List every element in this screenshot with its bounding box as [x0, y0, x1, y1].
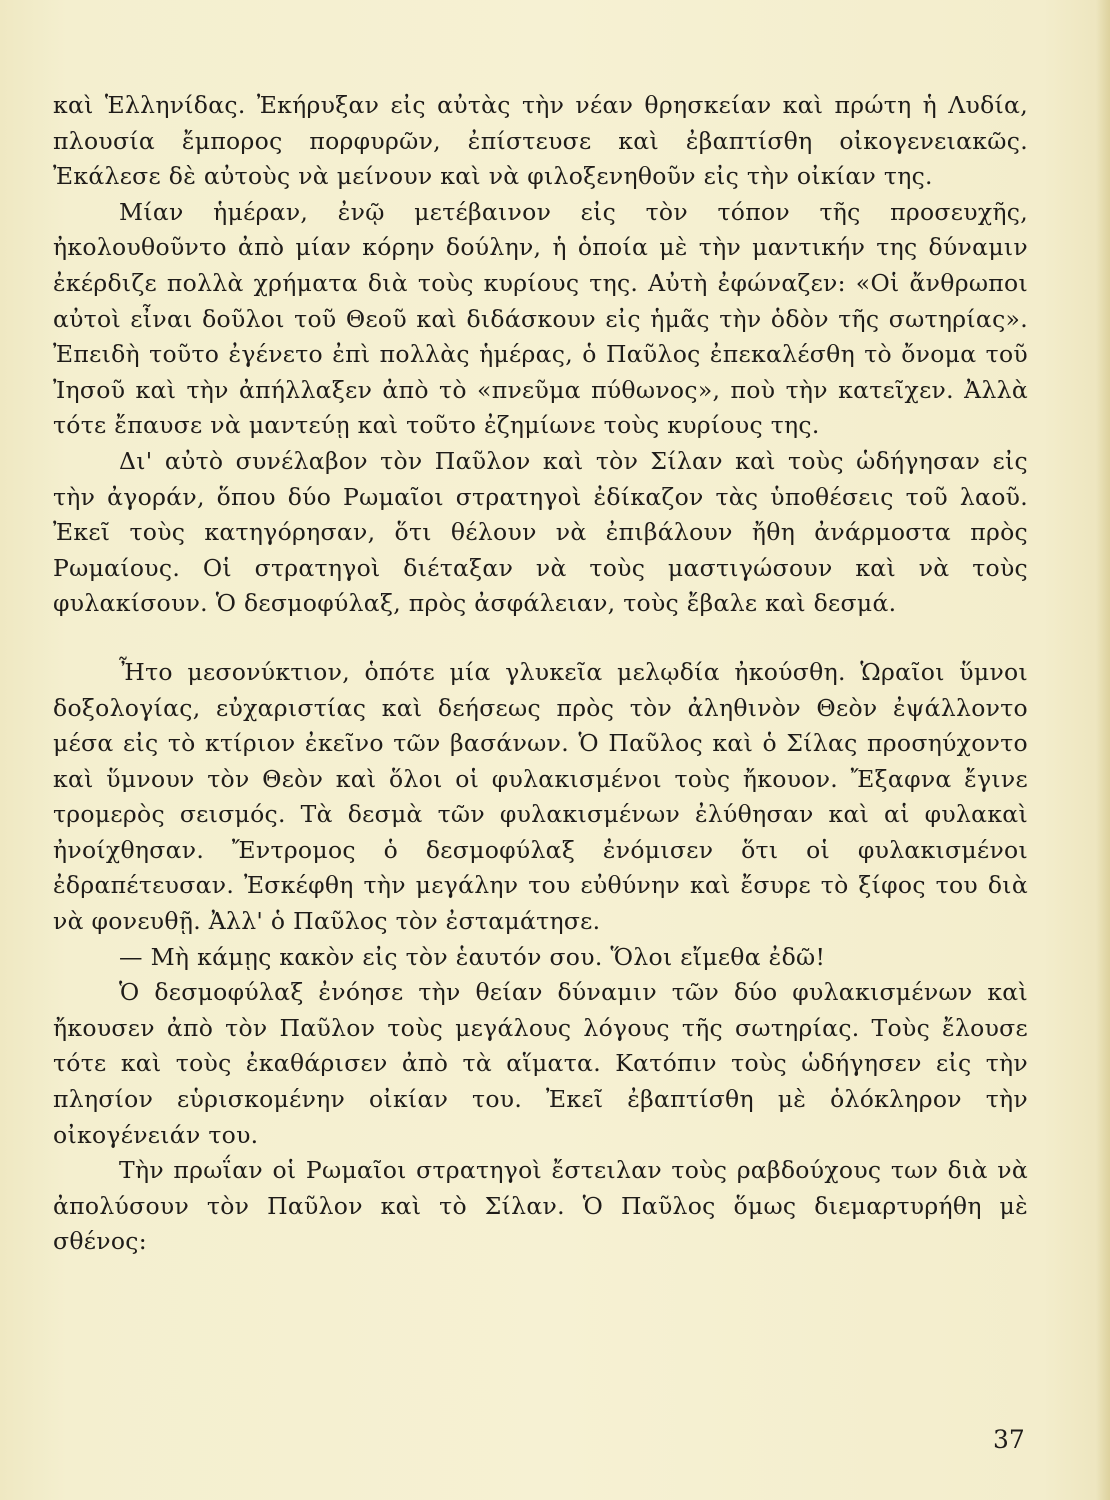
page-edge-shadow: [1096, 0, 1110, 1500]
paragraph-5: Ὁ δεσμοφύλαξ ἐνόησε τὴν θείαν δύναμιν τῶν δύο φυλακισμένων καὶ ἤκουσεν ἀπὸ τὸν Παῦλον τοὺς μεγάλους λόγους τῆς σωτηρίας. Τοὺς ἔλουσε τότε καὶ τοὺς ἐκαθάρισεν ἀπὸ τὰ αἵματα. Κατόπιν τοὺς ὡδήγησεν εἰς τὴν πλησίον εὑρισκομένην οἰκίαν του. Ἐκεῖ ἐβαπτίσθη μὲ ὁλόκληρον τὴν οἰκογένειάν του.: [53, 978, 1028, 1149]
paragraph-3: Δι' αὐτὸ συνέλαβον τὸν Παῦλον καὶ τὸν Σίλαν καὶ τοὺς ὡδήγησαν εἰς τὴν ἀγοράν, ὅπου δύο Ρωμαῖοι στρατηγοὶ ἐδίκαζον τὰς ὑποθέσεις τοῦ λαοῦ. Ἐκεῖ τοὺς κατηγόρησαν, ὅτι θέλουν νὰ ἐπιβάλουν ἤθη ἀνάρμοστα πρὸς Ρωμαίους. Οἱ στρατηγοὶ διέταξαν νὰ τοὺς μαστιγώσουν καὶ νὰ τοὺς φυλακίσουν. Ὁ δεσμοφύλαξ, πρὸς ἀσφάλειαν, τοὺς ἔβαλε καὶ δεσμά.: [53, 446, 1028, 618]
paragraph-4: Ἦτο μεσονύκτιον, ὁπότε μία γλυκεῖα μελῳδία ἠκούσθη. Ὡραῖοι ὕμνοι δοξολογίας, εὐχαριστίας καὶ δεήσεως πρὸς τὸν ἀληθινὸν Θεὸν ἐψάλλοντο μέσα εἰς τὸ κτίριον ἐκεῖνο τῶν βασάνων. Ὁ Παῦλος καὶ ὁ Σίλας προσηύχοντο καὶ ὕμνουν τὸν Θεὸν καὶ ὅλοι οἱ φυλακισμένοι τοὺς ἤκουον. Ἔξαφνα ἔγινε τρομερὸς σεισμός. Τὰ δεσμὰ τῶν φυλακισμένων ἐλύθησαν καὶ αἱ φυλακαὶ ἠνοίχθησαν. Ἔντρομος ὁ δεσμοφύλαξ ἐνόμισεν ὅτι οἱ φυλακισμένοι ἐδραπέτευσαν. Ἐσκέφθη τὴν μεγάλην του εὐθύνην καὶ ἔσυρε τὸ ξίφος του διὰ νὰ φονευθῇ. Ἀλλ' ὁ Παῦλος τὸν ἐσταμάτησε.: [53, 657, 1028, 936]
page-number: 37: [993, 1425, 1025, 1454]
paragraph-6: Τὴν πρωΐαν οἱ Ρωμαῖοι στρατηγοὶ ἔστειλαν τοὺς ραβδούχους των διὰ νὰ ἀπολύσουν τὸν Παῦλον καὶ τὸ Σίλαν. Ὁ Παῦλος ὅμως διεμαρτυρήθη μὲ σθένος:: [53, 1156, 1028, 1256]
dialogue-line: — Μὴ κάμῃς κακὸν εἰς τὸν ἑαυτόν σου. Ὅλοι εἴμεθα ἐδῶ!: [119, 942, 826, 971]
paragraph-1: καὶ Ἑλληνίδας. Ἐκήρυξαν εἰς αὐτὰς τὴν νέαν θρησκείαν καὶ πρώτη ἡ Λυδία, πλουσία ἔμπορος πορφυρῶν, ἐπίστευσε καὶ ἐβαπτίσθη οἰκογενειακῶς. Ἐκάλεσε δὲ αὐτοὺς νὰ μείνουν καὶ νὰ φιλοξενηθοῦν εἰς τὴν οἰκίαν της.: [53, 91, 1028, 191]
paragraph-2: Μίαν ἡμέραν, ἐνῷ μετέβαινον εἰς τὸν τόπον τῆς προσευχῆς, ἠκολουθοῦντο ἀπὸ μίαν κόρην δούλην, ἡ ὁποία μὲ τὴν μαντικήν της δύναμιν ἐκέρδιζε πολλὰ χρήματα διὰ τοὺς κυρίους της. Αὐτὴ ἐφώναζεν: «Οἱ ἄνθρωποι αὐτοὶ εἶναι δοῦλοι τοῦ Θεοῦ καὶ διδάσκουν εἰς ἡμᾶς τὴν ὁδὸν τῆς σωτηρίας». Ἐπειδὴ τοῦτο ἐγένετο ἐπὶ πολλὰς ἡμέρας, ὁ Παῦλος ἐπεκαλέσθη τὸ ὄνομα τοῦ Ἰησοῦ καὶ τὴν ἀπήλλαξεν ἀπὸ τὸ «πνεῦμα πύθωνος», ποὺ τὴν κατεῖχεν. Ἀλλὰ τότε ἔπαυσε νὰ μαντεύῃ καὶ τοῦτο ἐζημίωνε τοὺς κυρίους της.: [53, 197, 1028, 440]
body-text: [53, 88, 1028, 1260]
